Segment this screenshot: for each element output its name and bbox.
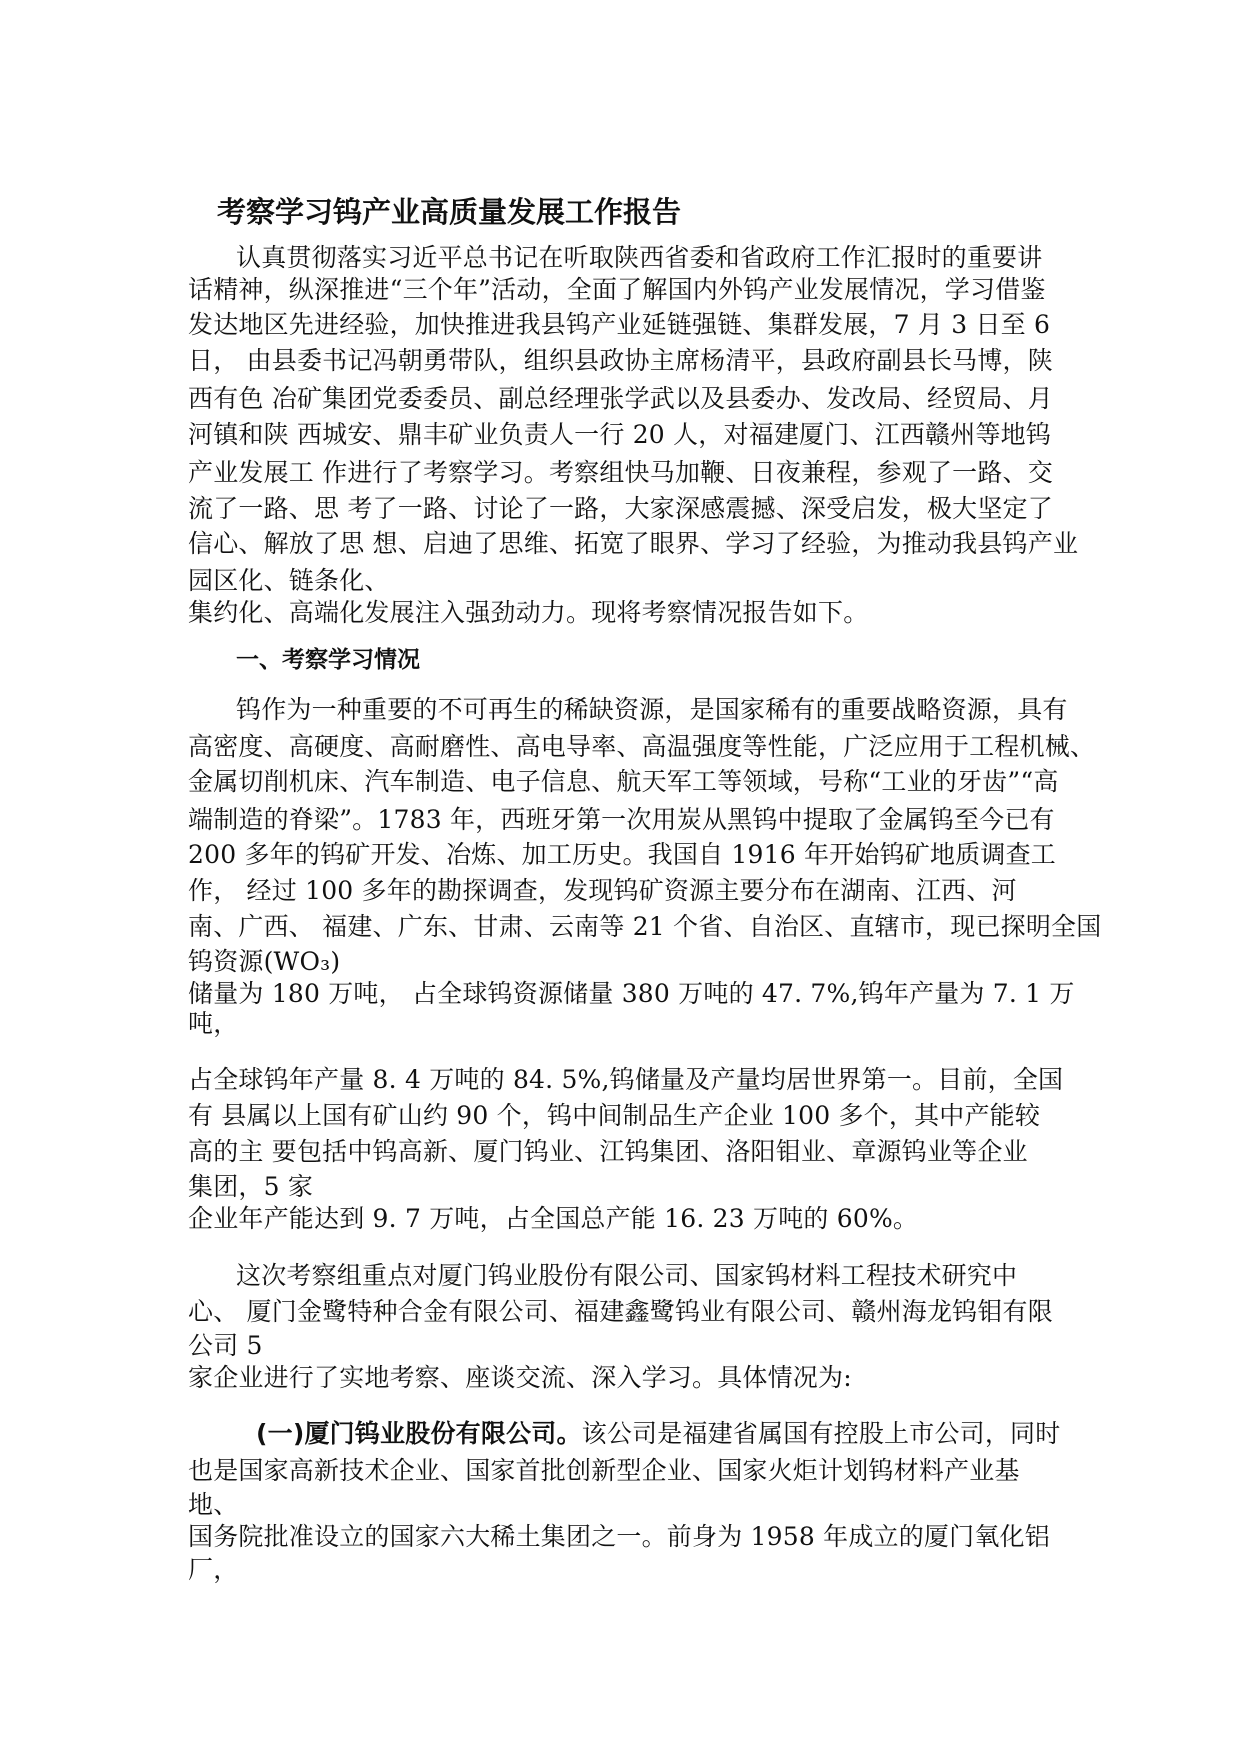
section1-line: 吨， (188, 1009, 239, 1038)
intro-line: 话精神，纵深推进“三个年”活动，全面了解国内外钨产业发展情况，学习借鉴 (188, 275, 1046, 304)
subsection-line: 也是国家高新技术企业、国家首批创新型企业、国家火炬计划钨材料产业基 (188, 1456, 1020, 1485)
section1-line: 这次考察组重点对厦门钨业股份有限公司、国家钨材料工程技术研究中 (236, 1261, 1018, 1290)
intro-line: 发达地区先进经验，加快推进我县钨产业延链强链、集群发展，7 月 3 日至 6 (188, 310, 1051, 339)
section1-line: 企业年产能达到 9. 7 万吨，占全国总产能 16. 23 万吨的 60%。 (188, 1204, 919, 1233)
section1-line: 高密度、高硬度、高耐磨性、高电导率、高温强度等性能，广泛应用于工程机械、 (188, 732, 1096, 761)
section1-line: 作， 经过 100 多年的勘探调查，发现钨矿资源主要分布在湖南、江西、河 (188, 876, 1017, 905)
intro-line: 西有色 冶矿集团党委委员、副总经理张学武以及县委办、发改局、经贸局、月 (188, 384, 1053, 413)
section1-line: 南、广西、 福建、广东、甘肃、云南等 21 个省、自治区、直辖市，现已探明全国 (188, 912, 1102, 941)
intro-line: 河镇和陕 西城安、鼎丰矿业负责人一行 20 人，对福建厦门、江西赣州等地钨 (188, 420, 1052, 449)
section1-line: 金属切削机床、汽车制造、电子信息、航天军工等领域，号称“工业的牙齿”“高 (188, 767, 1059, 796)
intro-line: 认真贯彻落实习近平总书记在听取陕西省委和省政府工作汇报时的重要讲 (236, 243, 1043, 272)
intro-line: 产业发展工 作进行了考察学习。考察组快马加鞭、日夜兼程，参观了一路、交 (188, 458, 1053, 487)
subsection-text: 该公司是福建省属国有控股上市公司，同时 (581, 1419, 1061, 1448)
section1-line: 集团，5 家 (188, 1172, 314, 1201)
document-title: 考察学习钨产业高质量发展工作报告 (217, 195, 682, 229)
section1-line: 占全球钨年产量 8. 4 万吨的 84. 5%,钨储量及产量均居世界第一。目前，全国 (188, 1065, 1064, 1094)
intro-line: 集约化、高端化发展注入强劲动力。现将考察情况报告如下。 (188, 598, 869, 627)
section1-line: 有 县属以上国有矿山约 90 个，钨中间制品生产企业 100 多个，其中产能较 (188, 1101, 1041, 1130)
section1-line: 心、 厦门金鹭特种合金有限公司、福建鑫鹭钨业有限公司、赣州海龙钨钼有限 (188, 1297, 1053, 1326)
section1-line: 端制造的脊梁”。1783 年，西班牙第一次用炭从黑钨中提取了金属钨至今已有 (188, 805, 1055, 834)
subsection-line: 地、 (188, 1490, 239, 1519)
subsection-line: 厂， (188, 1555, 239, 1584)
intro-line: 流了一路、思 考了一路、讨论了一路，大家深感震撼、深受启发，极大坚定了 (188, 494, 1053, 523)
section1-line: 200 多年的钨矿开发、冶炼、加工历史。我国自 1916 年开始钨矿地质调查工 (188, 840, 1056, 869)
subsection-first-line (256, 1414, 1060, 1450)
section1-line: 高的主 要包括中钨高新、厦门钨业、江钨集团、洛阳钼业、章源钨业等企业 (188, 1137, 1028, 1166)
subsection-label: (一)厦门钨业股份有限公司。 (256, 1419, 582, 1448)
subsection-line: 国务院批准设立的国家六大稀土集团之一。前身为 1958 年成立的厦门氧化铝 (188, 1522, 1050, 1551)
section1-line: 钨作为一种重要的不可再生的稀缺资源，是国家稀有的重要战略资源，具有 (236, 695, 1068, 724)
section1-line: 钨资源(WO₃) (188, 947, 341, 976)
intro-line: 日， 由县委书记冯朝勇带队，组织县政协主席杨清平，县政府副县长马博，陕 (188, 346, 1053, 375)
section1-line: 储量为 180 万吨， 占全球钨资源储量 380 万吨的 47. 7%,钨年产量为 7. 1 万 (188, 979, 1075, 1008)
section-heading: 一、考察学习情况 (236, 647, 420, 673)
section1-line: 家企业进行了实地考察、座谈交流、深入学习。具体情况为: (188, 1363, 852, 1392)
intro-line: 园区化、链条化、 (188, 566, 390, 595)
intro-line: 信心、解放了思 想、启迪了思维、拓宽了眼界、学习了经验，为推动我县钨产业 (188, 529, 1079, 558)
section1-line: 公司 5 (188, 1331, 263, 1360)
